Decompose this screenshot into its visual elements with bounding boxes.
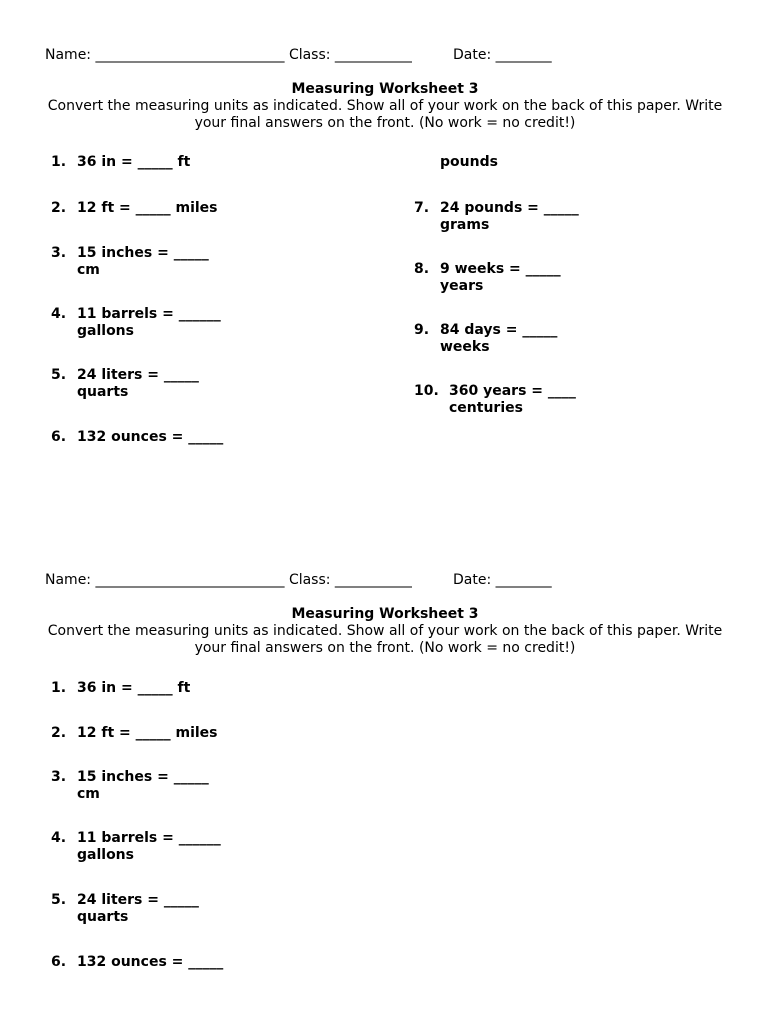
problem-text: 24 liters = _____ — [77, 892, 199, 908]
class-field-label: Class: ___________ — [288, 572, 412, 588]
student-info-line — [45, 46, 552, 64]
problem-number: 4. — [51, 830, 67, 846]
problem-text: 24 liters = _____ — [77, 367, 199, 383]
problem-text: 11 barrels = ______ — [77, 306, 221, 322]
problem-text: 12 ft = _____ miles — [77, 725, 218, 741]
date-field-label: Date: ________ — [453, 47, 552, 63]
name-field-label: Name: ___________________________ — [45, 47, 285, 63]
problem-number: 2. — [51, 725, 67, 741]
problem-unit: pounds — [440, 154, 498, 170]
worksheet-instructions: Convert the measuring units as indicated. Show all of your work on the back of this paper. Write your final answers on the front. (No work = no credit!) — [47, 623, 723, 656]
problem-number: 5. — [51, 367, 67, 383]
worksheet-title: Measuring Worksheet 3 — [291, 81, 479, 97]
problem-unit: grams — [440, 217, 490, 233]
name-field-label: Name: ___________________________ — [45, 572, 285, 588]
problem-unit: gallons — [77, 847, 134, 863]
problem-text: 9 weeks = _____ — [440, 261, 561, 277]
problem-text: 15 inches = _____ — [77, 769, 209, 785]
problem-unit: years — [440, 278, 484, 294]
class-field-label: Class: ___________ — [288, 47, 412, 63]
student-info-line — [45, 571, 552, 589]
worksheet-title: Measuring Worksheet 3 — [291, 606, 479, 622]
problem-number: 3. — [51, 245, 67, 261]
problem-text: 24 pounds = _____ — [440, 200, 579, 216]
problem-number: 1. — [51, 154, 67, 170]
problem-unit: centuries — [449, 400, 523, 416]
problem-number: 8. — [414, 261, 430, 277]
problem-number: 4. — [51, 306, 67, 322]
problem-text: 132 ounces = _____ — [77, 954, 224, 970]
problem-number: 6. — [51, 954, 67, 970]
problem-unit: cm — [77, 786, 100, 802]
problem-text: 360 years = ____ — [449, 383, 576, 399]
problem-unit: quarts — [77, 384, 129, 400]
worksheet-instructions: Convert the measuring units as indicated. Show all of your work on the back of this paper. Write your final answers on the front. (No work = no credit!) — [47, 98, 723, 131]
problem-text: 84 days = _____ — [440, 322, 558, 338]
problem-number: 2. — [51, 200, 67, 216]
problem-number: 1. — [51, 680, 67, 696]
problem-unit: weeks — [440, 339, 490, 355]
problem-unit: quarts — [77, 909, 129, 925]
problem-number: 5. — [51, 892, 67, 908]
problem-text: 15 inches = _____ — [77, 245, 209, 261]
problem-text: 132 ounces = _____ — [77, 429, 224, 445]
worksheet-bottom — [0, 525, 770, 1025]
problem-number: 3. — [51, 769, 67, 785]
problem-number: 10. — [414, 383, 439, 399]
problem-unit: gallons — [77, 323, 134, 339]
date-field-label: Date: ________ — [453, 572, 552, 588]
problem-number: 7. — [414, 200, 430, 216]
problem-text: 12 ft = _____ miles — [77, 200, 218, 216]
problem-unit: cm — [77, 262, 100, 278]
problem-number: 6. — [51, 429, 67, 445]
problem-text: 11 barrels = ______ — [77, 830, 221, 846]
problem-text: 36 in = _____ ft — [77, 680, 191, 696]
problem-number: 9. — [414, 322, 430, 338]
problem-text: 36 in = _____ ft — [77, 154, 191, 170]
worksheet-top — [0, 0, 770, 500]
